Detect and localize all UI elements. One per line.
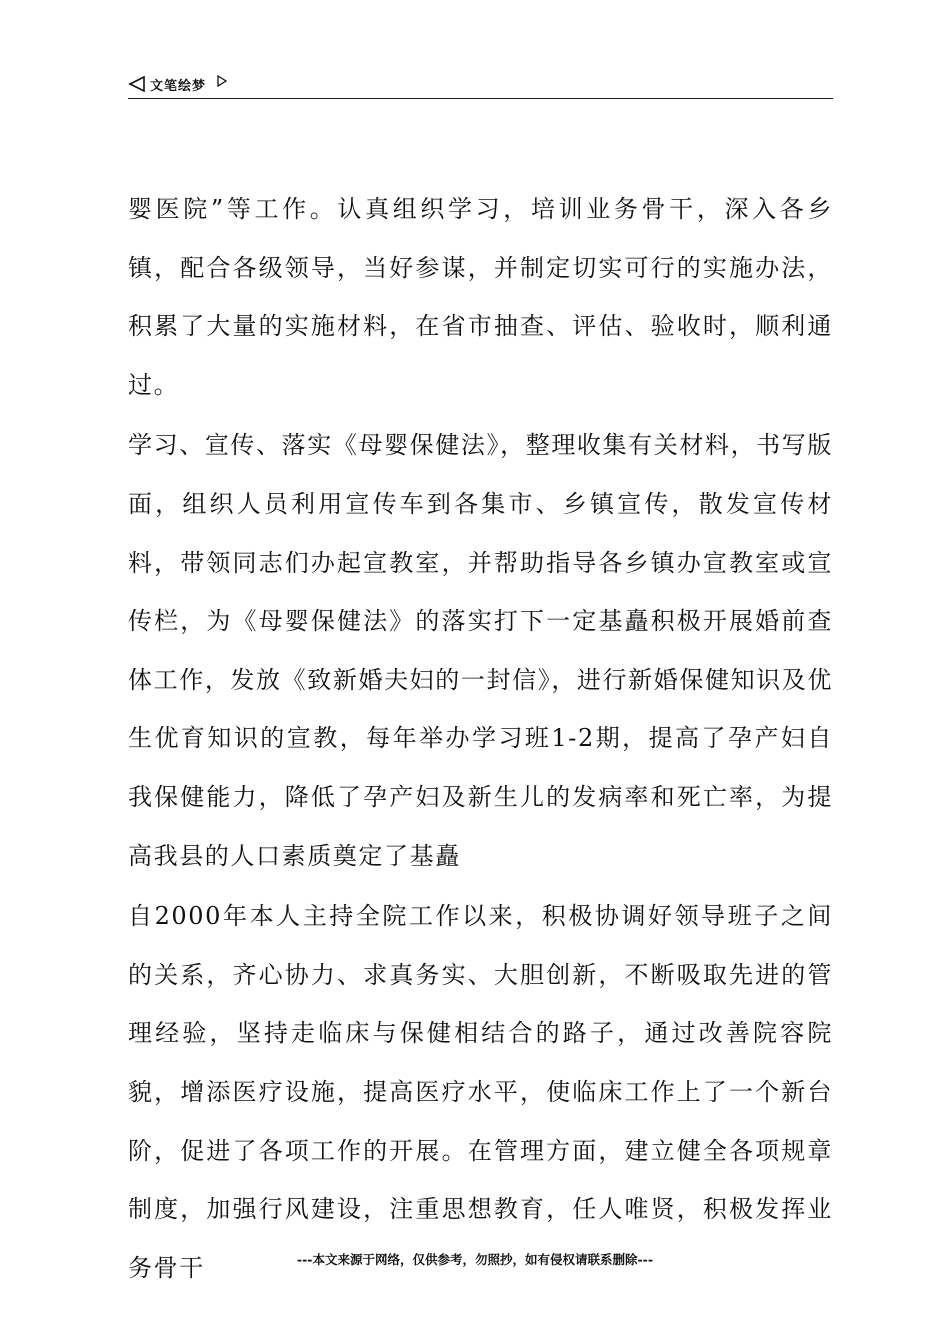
left-triangle-icon <box>128 75 146 93</box>
page-header <box>128 72 833 99</box>
page-footer: ---本文来源于网络，仅供参考，勿照抄，如有侵权请联系删除--- <box>296 1252 654 1267</box>
paragraph: 学习、宣传、落实《母婴保健法》，整理收集有关材料，书写版面，组织人员利用宣传车到各集市、乡镇宣传，散发宣传材料，带领同志们办起宣教室，并帮助指导各乡镇办宣教室或宣传栏，为《母婴保健法》的落实打下一定基矗积极开展婚前查体工作，发放《致新婚夫妇的一封信》，进行新婚保健知识及优生优育知识的宣教，每年举办学习班1-2期，提高了孕产妇自我保健能力，降低了孕产妇及新生儿的发病率和死亡率，为提高我县的人口素质奠定了基矗 <box>128 431 833 870</box>
paragraph: 自2000年本人主持全院工作以来，积极协调好领导班子之间的关系，齐心协力、求真务实、大胆创新，不断吸取先进的管理经验，坚持走临床与保健相结合的路子，通过改善院容院貌，增添医疗设施，提高医疗水平，使临床工作上了一个新台阶，促进了各项工作的开展。在管理方面，建立健全各项规章制度，加强行风建设，注重思想教育，任人唯贤，积极发挥业务骨干 <box>128 902 833 1282</box>
right-triangle-icon <box>216 75 228 87</box>
paragraph: 婴医院”等工作。认真组织学习，培训业务骨干，深入各乡镇，配合各级领导，当好参谋，并制定切实可行的实施办法，积累了大量的实施材料，在省市抽查、评估、验收时，顺利通过。 <box>128 195 833 399</box>
document-body <box>128 180 833 1297</box>
header-title: 文笔绘梦 <box>150 79 207 94</box>
